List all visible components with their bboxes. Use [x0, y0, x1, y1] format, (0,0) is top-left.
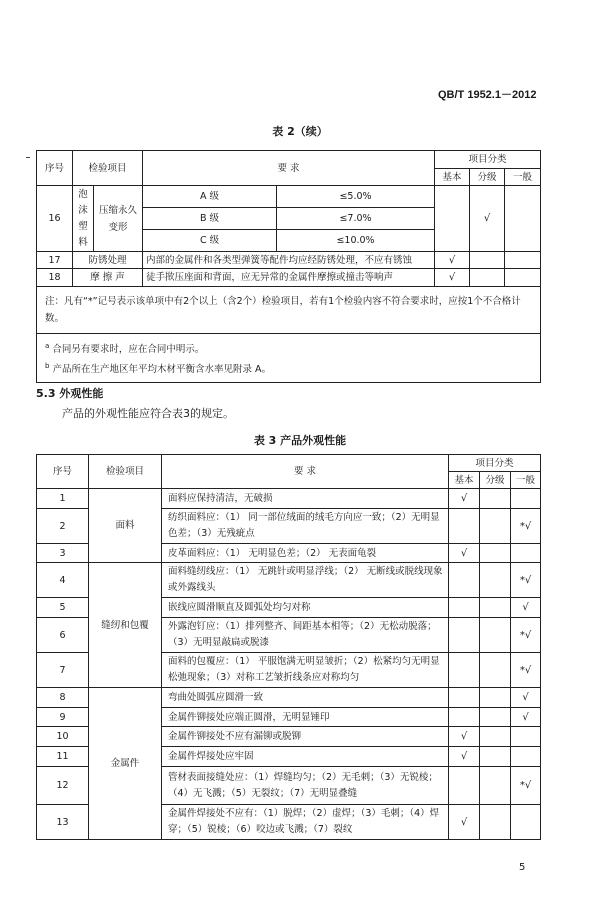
table3-caption: 表 3 产品外观性能 [253, 434, 347, 447]
row-requirement: 金属件焊接处应牢固 [162, 747, 449, 767]
row-seq: 8 [37, 688, 89, 708]
general-check: √ [511, 598, 541, 618]
row-seq: 1 [37, 489, 89, 509]
row-seq: 17 [37, 252, 73, 269]
grade-value: ≤7.0% [277, 208, 435, 230]
group-fabric: 面料 [89, 489, 162, 563]
row-seq: 2 [37, 509, 89, 544]
row-requirement: 徒手揿压座面和背面，应无异常的金属件摩擦或撞击等响声 [143, 269, 435, 287]
row-seq: 13 [37, 805, 89, 840]
general-check: *√ [511, 653, 541, 688]
general-cell [505, 186, 541, 252]
row-requirement: 金属件铆接处不应有漏铆或脱铆 [162, 727, 449, 747]
grade-value: ≤10.0% [277, 230, 435, 252]
col-header-requirement: 要 求 [143, 151, 435, 186]
table-footnotes [37, 334, 541, 383]
general-check [511, 805, 541, 840]
row-item: 摩 擦 声 [73, 269, 143, 287]
row-seq: 16 [37, 186, 73, 252]
grade-value: ≤5.0% [277, 186, 435, 208]
grade-label: A 级 [143, 186, 277, 208]
col-header-seq: 序号 [37, 455, 89, 489]
grade-label: C 级 [143, 230, 277, 252]
row-seq: 10 [37, 727, 89, 747]
basic-check [449, 598, 480, 618]
section-heading: 5.3 外观性能 [36, 387, 104, 400]
col-header-item: 检验项目 [89, 455, 162, 489]
row-seq: 11 [37, 747, 89, 767]
table-row [37, 186, 541, 208]
basic-check: √ [449, 805, 480, 840]
row-requirement: 纺织面料应：（1） 同一部位绒面的绒毛方向应一致；（2）无明显色差；（3）无残疵点 [162, 509, 449, 544]
row-seq: 6 [37, 618, 89, 653]
table-row [37, 563, 541, 598]
general-check: *√ [511, 767, 541, 805]
basic-check [449, 509, 480, 544]
col-header-category: 项目分类 [449, 455, 541, 472]
table-row [37, 688, 541, 708]
row-requirement: 面料缝纫线应：（1） 无跳针或明显浮线；（2） 无断线或脱线现象或外露线头 [162, 563, 449, 598]
col-header-basic: 基本 [449, 472, 480, 489]
grading-check: √ [470, 186, 505, 252]
table-row [37, 252, 541, 269]
row-seq: 9 [37, 708, 89, 727]
basic-check: √ [449, 727, 480, 747]
table2 [36, 150, 541, 383]
basic-check: √ [435, 269, 470, 287]
grade-label: B 级 [143, 208, 277, 230]
basic-check [449, 688, 480, 708]
row-requirement: 金属件铆接处应端正圆滑，无明显锤印 [162, 708, 449, 727]
basic-check [449, 618, 480, 653]
col-header-category: 项目分类 [435, 151, 541, 169]
footnote: $^a$ 合同另有要求时，应在合同中明示。 [45, 342, 205, 356]
row-requirement: 金属件焊接处不应有：（1）脱焊；（2）虚焊；（3）毛刺；（4）焊穿；（5）锐棱；（6）咬边或飞溅；（7）裂纹 [162, 805, 449, 840]
standard-code: QB/T 1952.1－2012 [438, 89, 537, 101]
basic-check [449, 767, 480, 805]
col-header-seq: 序号 [37, 151, 73, 186]
basic-check [449, 653, 480, 688]
table3 [36, 454, 541, 840]
basic-check [449, 708, 480, 727]
row-requirement: 外露泡钉应：（1）排列整齐、间距基本相等；（2）无松动脱落；（3）无明显敲扁或脱漆 [162, 618, 449, 653]
col-header-grading: 分级 [470, 169, 505, 186]
col-header-requirement: 要 求 [162, 455, 449, 489]
subitem-label: 压缩永久变形 [94, 186, 143, 252]
col-header-general: 一般 [505, 169, 541, 186]
general-check [511, 544, 541, 563]
col-header-item: 检验项目 [73, 151, 143, 186]
page-number: 5 [519, 862, 526, 873]
row-seq: 4 [37, 563, 89, 598]
group-sewing: 缝纫和包覆 [89, 563, 162, 688]
col-header-general: 一般 [511, 472, 541, 489]
row-seq: 12 [37, 767, 89, 805]
basic-check: √ [449, 489, 480, 509]
basic-check: √ [449, 747, 480, 767]
general-check: *√ [511, 618, 541, 653]
row-seq: 7 [37, 653, 89, 688]
basic-check: √ [435, 252, 470, 269]
general-check [511, 489, 541, 509]
row-requirement: 面料的包覆应：（1） 平服饱满无明显皱折；（2）松紧均匀无明显松弛现象；（3）对称工艺皱折线条应对称均匀 [162, 653, 449, 688]
material-label: 泡 沫 塑 料 [73, 186, 94, 252]
row-item: 防锈处理 [73, 252, 143, 269]
section-text: 产品的外观性能应符合表3的规定。 [62, 407, 234, 420]
row-requirement: 管材表面接缝处应：（1）焊缝均匀；（2）无毛刺；（3）无锐棱；（4）无飞溅；（5）无裂纹；（7）无明显叠缝 [162, 767, 449, 805]
general-check: √ [511, 708, 541, 727]
row-seq: 18 [37, 269, 73, 287]
col-header-basic: 基本 [435, 169, 470, 186]
general-check: *√ [511, 563, 541, 598]
general-check [511, 727, 541, 747]
row-requirement: 皮革面料应：（1） 无明显色差；（2） 无表面龟裂 [162, 544, 449, 563]
table2-caption: 表 2（续） [272, 125, 328, 138]
basic-cell [435, 186, 470, 252]
basic-check: √ [449, 544, 480, 563]
row-requirement: 嵌线应圆滑顺直及圆弧处均匀对称 [162, 598, 449, 618]
row-requirement: 弯曲处圆弧应圆滑一致 [162, 688, 449, 708]
table-note: 注：凡有“*”记号表示该单项中有2个以上（含2个）检验项目，若有1个检验内容不符合要求时，应按1个不合格计数。 [37, 287, 541, 334]
margin-mark [26, 157, 30, 158]
row-requirement: 内部的金属件和各类型弹簧等配件均应经防锈处理，不应有锈蚀 [143, 252, 435, 269]
row-seq: 5 [37, 598, 89, 618]
col-header-grading: 分级 [480, 472, 511, 489]
table-row [37, 489, 541, 509]
group-metal: 金属件 [89, 688, 162, 840]
row-requirement: 面料应保持清洁，无破损 [162, 489, 449, 509]
basic-check [449, 563, 480, 598]
footnote: $^b$ 产品所在生产地区年平均木材平衡含水率见附录 A。 [45, 362, 272, 376]
general-check: √ [511, 688, 541, 708]
table-row [37, 269, 541, 287]
row-seq: 3 [37, 544, 89, 563]
general-check: *√ [511, 509, 541, 544]
general-check [511, 747, 541, 767]
